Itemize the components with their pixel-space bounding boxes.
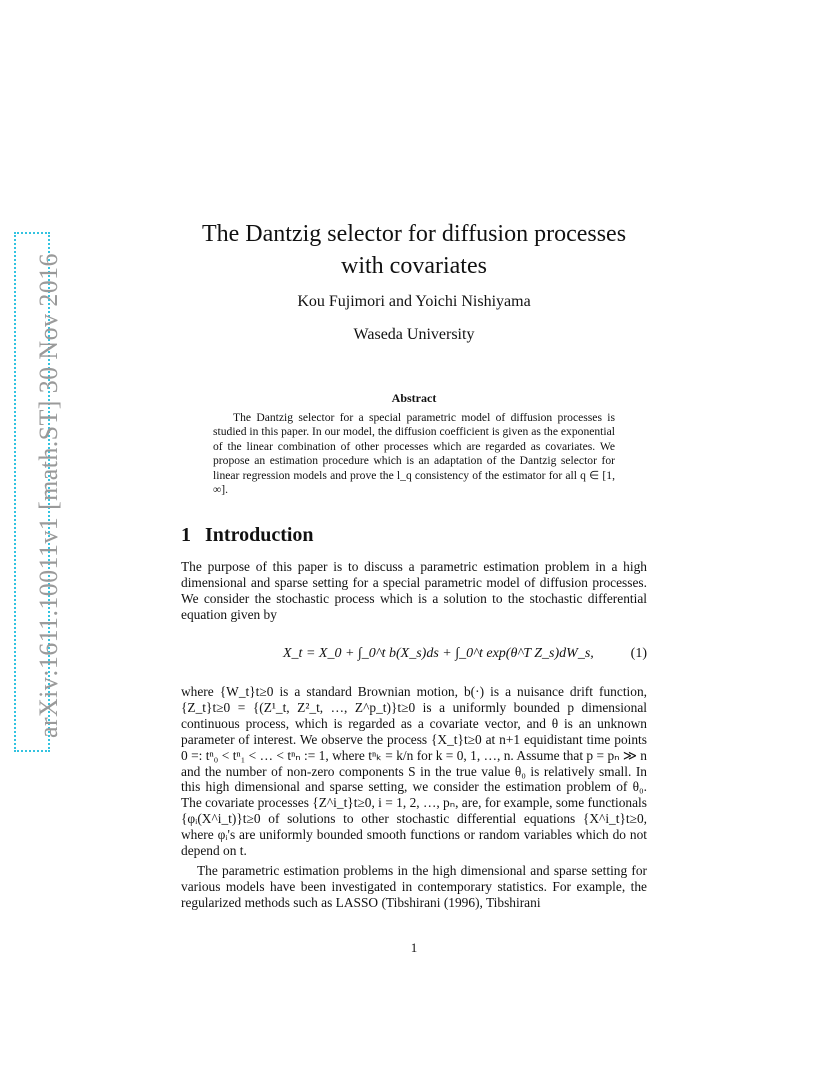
affiliation: Waseda University [353,326,475,343]
intro-paragraph-1: The purpose of this paper is to discuss a parametric estimation problem in a high dimensional and sparse setting for a special parametric model of diffusion processes. We consider the stochastic process which is a solution to the stochastic differential equation given by [181,559,647,622]
equation-body: X_t = X_0 + ∫_0^t b(X_s)ds + ∫_0^t exp(θ^T Z_s)dW_s, [283,646,594,661]
arxiv-stamp: arXiv:1611.10011v1 [math.ST] 30 Nov 2016 [34,253,63,738]
abstract-heading: Abstract [391,391,437,405]
section-heading [181,524,314,547]
section-number: 1 [181,524,191,546]
intro-paragraph-2: where {W_t}t≥0 is a standard Brownian motion, b(·) is a nuisance drift function, {Z_t}t≥0 = {(Z¹_t, Z²_t, …, Z^p_t)}t≥0 is a uniformly bounded p dimensional continuous process, which is regarded as a covariate vector, and θ is an unknown parameter of interest. We observe the process {X_t}t≥0 at n+1 equidistant time points 0 =: tⁿ₀ < tⁿ₁ < … < tⁿₙ := 1, where tⁿₖ = k/n for k = 0, 1, …, n. Assume that p = pₙ ≫ n and the number of non-zero components S in the true value θ₀ is relatively small. In this high dimensional and sparse setting, we consider the estimation problem of θ₀. The covariate processes {Z^i_t}t≥0, i = 1, 2, …, pₙ, are, for example, some functionals {φᵢ(X^i_t)}t≥0 of solutions to other stochastic differential equations {X^i_t}t≥0, where φᵢ's are uniformly bounded smooth functions or random variables which do not depend on t. [181,684,647,859]
authors: Kou Fujimori and Yoichi Nishiyama [297,293,531,310]
equation-1 [181,632,647,676]
section-title: Introduction [205,524,314,546]
abstract-body: The Dantzig selector for a special parametric model of diffusion processes is studied in this paper. In our model, the diffusion coefficient is given as the exponential of the linear combination of other processes which are regarded as covariates. We propose an estimation procedure which is an adaptation of the Dantzig selector for linear regression models and prove the l_q consistency of the estimator for all q ∈ [1, ∞]. [213,411,615,497]
equation-number: (1) [630,646,647,661]
paper-title: The Dantzig selector for diffusion processes with covariates [201,221,627,279]
intro-paragraph-3: The parametric estimation problems in the high dimensional and sparse setting for various models have been investigated in contemporary statistics. For example, the regularized methods such as LASSO (Tibshirani (1996), Tibshirani [181,863,647,910]
page-number: 1 [410,940,418,955]
